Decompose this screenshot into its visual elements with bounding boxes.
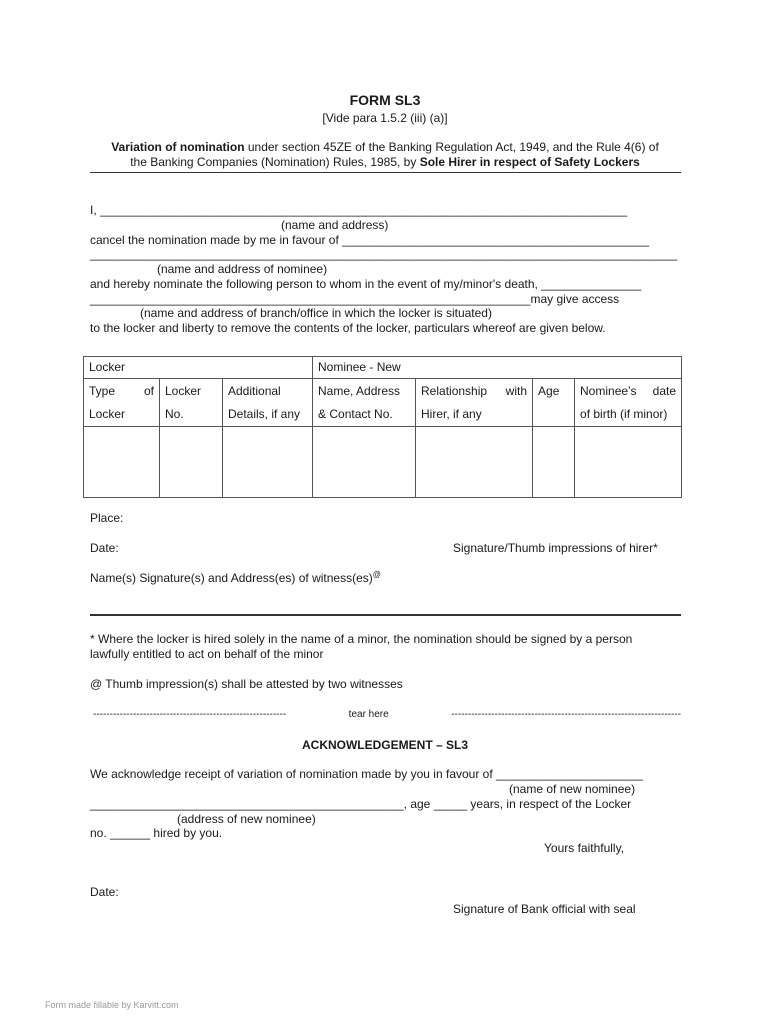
col-header-date-of-birth: Nominee’s date of birth (if minor)	[575, 379, 682, 427]
ack-locker-no-line[interactable]: no. ______ hired by you.	[90, 826, 223, 840]
witness-label: Name(s) Signature(s) and Address(es) of witness(es)@	[90, 570, 381, 585]
note-witnesses: @ Thumb impression(s) shall be attested by two witnesses	[90, 677, 403, 691]
form-subtitle: [Vide para 1.5.2 (iii) (a)]	[322, 111, 448, 125]
intro-text-2: the Banking Companies (Nomination) Rules, 1985, by	[130, 155, 420, 169]
place-label: Place:	[90, 511, 124, 525]
cell-name-address[interactable]	[313, 427, 416, 498]
cell-date-of-birth[interactable]	[575, 427, 682, 498]
branch-line	[90, 292, 619, 307]
cell-relationship[interactable]	[416, 427, 533, 498]
form-title: FORM SL3	[349, 92, 421, 108]
intro-bold-2: Sole Hirer in respect of Safety Lockers	[419, 155, 640, 169]
nomination-table	[83, 356, 682, 498]
intro-text-1: under section 45ZE of the Banking Regulation Act, 1949, and the Rule 4(6) of	[244, 140, 659, 154]
note-minor-line-1: * Where the locker is hired solely in the name of a minor, the nomination should be signed by a person	[90, 632, 633, 646]
nominee-blank-line[interactable]: ________________________________________________________________________________________	[90, 247, 678, 261]
new-nominee-line[interactable]: and hereby nominate the following person to whom in the event of my/minor's death, _______________	[90, 277, 642, 291]
col-header-age: Age	[533, 379, 575, 427]
hirer-signature-label: Signature/Thumb impressions of hirer*	[453, 541, 658, 555]
locker-group-header: Locker	[84, 357, 313, 379]
ack-address-caption: (address of new nominee)	[177, 812, 316, 826]
branch-text: may give access	[530, 292, 620, 306]
yours-faithfully: Yours faithfully,	[544, 841, 625, 855]
hirer-name-caption: (name and address)	[281, 218, 389, 232]
cell-type-of-locker[interactable]	[84, 427, 160, 498]
branch-blank[interactable]: __________________________________________________________________	[90, 292, 531, 306]
ack-nominee-line[interactable]: We acknowledge receipt of variation of nomination made by you in favour of ______________________	[90, 767, 643, 781]
header-divider	[90, 172, 681, 173]
date-label: Date:	[90, 541, 119, 555]
witness-mark: @	[372, 570, 381, 579]
intro-line-2	[0, 155, 770, 170]
note-minor-line-2: lawfully entitled to act on behalf of the minor	[90, 647, 324, 661]
intro-line-1	[0, 140, 770, 155]
intro-bold-1: Variation of nomination	[111, 140, 245, 154]
col-header-locker-no: Locker No.	[160, 379, 223, 427]
col-header-name-address: Name, Address & Contact No.	[313, 379, 416, 427]
signature-divider	[90, 614, 681, 616]
col-header-type-of-locker: Type of Locker	[84, 379, 160, 427]
footer-credit: Form made fillable by Karvitt.com	[45, 1000, 179, 1010]
tear-here-line: ---------------------------------------------------------- tear here ---------------------------------------------------------------------	[93, 709, 681, 720]
cell-locker-no[interactable]	[160, 427, 223, 498]
ack-nominee-caption: (name of new nominee)	[509, 782, 636, 796]
ack-address-line[interactable]: _______________________________________________, age _____ years, in respect of the Locker	[90, 797, 632, 811]
nominee-group-header: Nominee - New	[313, 357, 682, 379]
col-header-additional-details: Additional Details, if any	[223, 379, 313, 427]
cell-additional-details[interactable]	[223, 427, 313, 498]
bank-signature-label: Signature of Bank official with seal	[453, 902, 636, 916]
cancel-nomination-line[interactable]: cancel the nomination made by me in favour of ______________________________________________	[90, 233, 650, 247]
branch-caption: (name and address of branch/office in which the locker is situated)	[140, 306, 492, 320]
nominee-caption: (name and address of nominee)	[157, 262, 328, 276]
cell-age[interactable]	[533, 427, 575, 498]
liberty-line: to the locker and liberty to remove the contents of the locker, particulars whereof are given below.	[90, 321, 606, 335]
col-header-relationship: Relationship with Hirer, if any	[416, 379, 533, 427]
ack-title: ACKNOWLEDGEMENT – SL3	[301, 738, 468, 752]
ack-date-label: Date:	[90, 885, 119, 899]
hirer-name-line[interactable]: I, _______________________________________________________________________________	[90, 203, 628, 217]
